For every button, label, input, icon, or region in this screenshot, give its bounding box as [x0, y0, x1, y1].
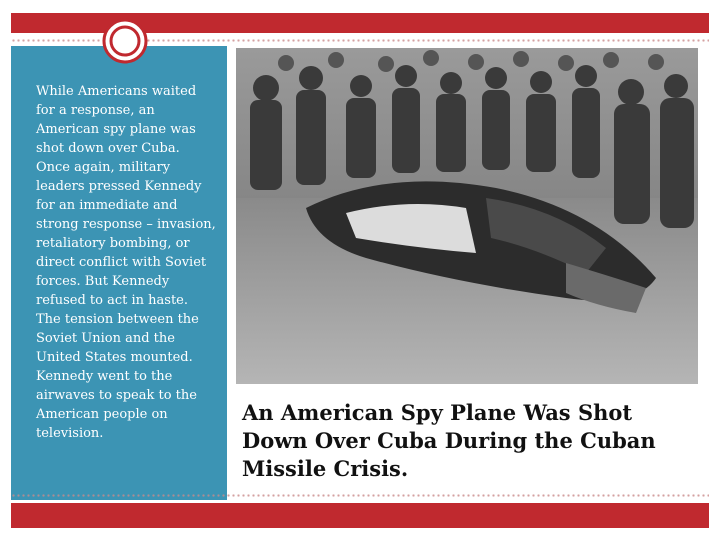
body-text: While Americans waited for a response, an American spy plane was shot down over Cuba. Once again, military leaders pressed Kennedy for an immediate and strong response – invasion, retaliatory bombing, or direct conflict with Soviet forces. But Kennedy refused to act in haste. The tension between the Soviet Union and the United States mounted. Kennedy went to the airwaves to speak to the American people on television. — [36, 84, 216, 441]
spy-plane-wreckage-photo — [236, 48, 698, 384]
photo-caption: An American Spy Plane Was Shot Down Over Cuba During the Cuban Missile Crisis. — [242, 400, 656, 481]
circle-ornament-icon — [102, 18, 148, 64]
bottom-dotted-border — [11, 493, 709, 499]
bottom-accent-bar — [11, 503, 709, 528]
